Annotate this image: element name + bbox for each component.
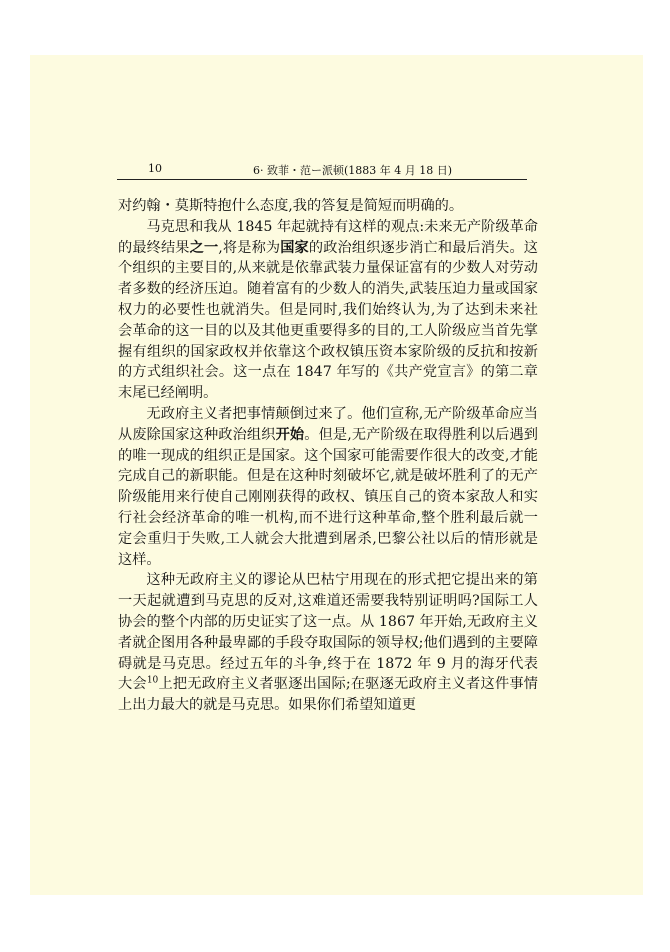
running-header: [117, 157, 527, 180]
paragraph-text: 这种无政府主义的谬论从巴枯宁用现在的形式把它提出来的第一天起就遭到马克思的反对,这难道还需要我特别证明吗?国际工人协会的整个内部的历史证实了这一点。从 1867 年开始,无政府主义者就企图用各种最卑鄙的手段夺取国际的领导权;他们遇到的主要障碍就是马克思。经过五年的斗争,终于在 1872 年 9 月的海牙代表大会: [118, 572, 538, 693]
body-text: [118, 196, 538, 716]
emphasis-text: 国家: [280, 239, 309, 256]
footnote-marker[interactable]: 10: [146, 675, 159, 686]
paragraph-text: 马克思和我从 1845 年起就持有这样的观点:未来无产阶级革命的最终结果: [118, 218, 538, 256]
running-title: 6· 致菲・范ー派顿(1883 年 4 月 18 日): [253, 164, 453, 177]
paragraph-text: 对约翰・莫斯特抱什么态度,我的答复是简短而明确的。: [118, 198, 464, 214]
emphasis-text: 开始: [275, 426, 305, 443]
paragraph-text: 上把无政府主义者驱逐出国际;在驱逐无政府主义者这件事情上出力最大的就是马克思。如果你们希望知道更: [118, 676, 538, 714]
page-number: 10: [148, 162, 162, 175]
paragraph-text: 的政治组织逐步消亡和最后消失。这个组织的主要目的,从来就是依靠武装力量保证富有的少数人对劳动者多数的经济压迫。随着富有的少数人的消失,武装压迫力量或国家权力的必要性也就消失。但是同时,我们始终认为,为了达到未来社会革命的这一目的以及其他更重要得多的目的,工人阶级应当首先掌握有组织的国家政权并依靠这个政权镇压资本家阶级的反抗和按新的方式组织社会。这一点在 1847 年写的《共产党宣言》的第二章末尾已经阐明。: [118, 239, 538, 402]
paragraph-text: 无政府主义者把事情颠倒过来了。他们宣称,无产阶级革命应当从废除国家这种政治组织: [118, 405, 538, 443]
paragraph-state-withering: [118, 217, 538, 404]
paragraph-text: 。但是,无产阶级在取得胜利以后遇到的唯一现成的组织正是国家。这个国家可能需要作很大的改变,才能完成自己的新职能。但是在这种时刻破坏它,就是破坏胜利了的无产阶级能用来行使自己刚刚获得的政权、镇压自己的资本家敌人和实行社会经济革命的唯一机构,而不进行这种革命,整个胜利最后就一定会重归于失败,工人就会大批遭到屠杀,巴黎公社以后的情形就是这样。: [118, 426, 538, 568]
paragraph-continued: [118, 196, 538, 217]
paragraph-text: ,将是称为: [218, 239, 281, 256]
paragraph-anarchists: [118, 404, 538, 570]
paragraph-bakunin: [118, 570, 538, 716]
emphasis-text: 之一: [189, 239, 219, 256]
